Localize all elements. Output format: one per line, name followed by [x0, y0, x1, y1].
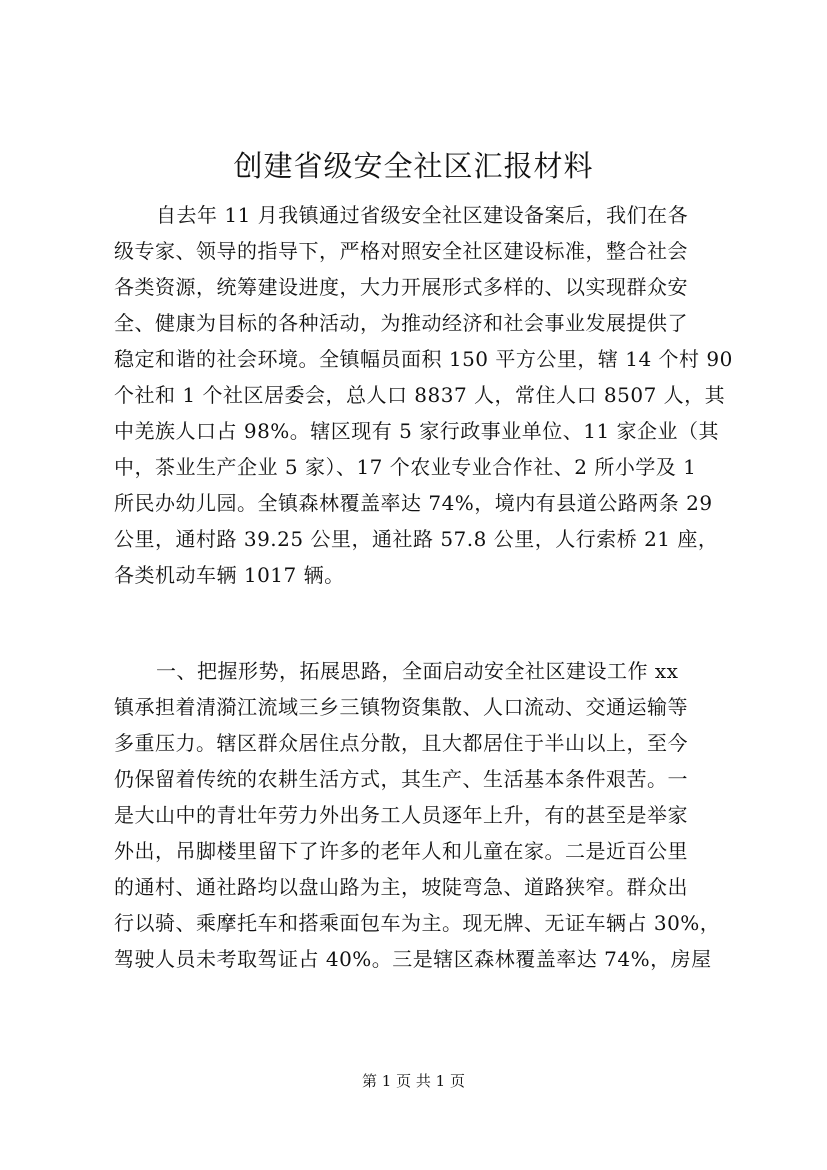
- text-line: 多重压力。辖区群众居住点分散，且大都居住于半山以上，至今: [114, 731, 688, 755]
- text-line: 公里，通村路 39.25 公里，通社路 57.8 公里，人行索桥 21 座，: [114, 527, 719, 551]
- text-line: 级专家、领导的指导下，严格对照安全社区建设标准，整合社会: [114, 239, 688, 263]
- text-line: 驾驶人员未考取驾证占 40%。三是辖区森林覆盖率达 74%，房屋: [114, 947, 712, 971]
- text-line: 中羌族人口占 98%。辖区现有 5 家行政事业单位、11 家企业（其: [114, 419, 720, 443]
- text-line: 一、把握形势，拓展思路，全面启动安全社区建设工作 xx: [156, 659, 679, 683]
- text-line: 所民办幼儿园。全镇森林覆盖率达 74%，境内有县道公路两条 29: [114, 491, 713, 515]
- text-line: 镇承担着清漪江流域三乡三镇物资集散、人口流动、交通运输等: [114, 695, 688, 719]
- text-line: 外出，吊脚楼里留下了许多的老年人和儿童在家。二是近百公里: [114, 839, 688, 863]
- text-line: 是大山中的青壮年劳力外出务工人员逐年上升，有的甚至是举家: [114, 803, 688, 827]
- paragraph-section-one: [114, 653, 721, 977]
- paragraph-intro: [114, 197, 733, 593]
- text-line: 仍保留着传统的农耕生活方式，其生产、生活基本条件艰苦。一: [114, 767, 688, 791]
- text-line: 自去年 11 月我镇通过省级安全社区建设备案后，我们在各: [156, 203, 689, 227]
- text-line: 全、健康为目标的各种活动，为推动经济和社会事业发展提供了: [114, 311, 688, 335]
- page-footer: 第 1 页 共 1 页: [362, 1072, 465, 1090]
- text-line: 个社和 1 个社区居委会，总人口 8837 人，常住人口 8507 人，其: [114, 383, 726, 407]
- text-line: 的通村、通社路均以盘山路为主，坡陡弯急、道路狭窄。群众出: [114, 875, 688, 899]
- text-line: 各类资源，统筹建设进度，大力开展形式多样的、以实现群众安: [114, 275, 688, 299]
- text-line: 中，茶业生产企业 5 家）、17 个农业专业合作社、2 所小学及 1: [114, 455, 697, 479]
- text-line: 稳定和谐的社会环境。全镇幅员面积 150 平方公里，辖 14 个村 90: [114, 347, 733, 371]
- text-line: 行以骑、乘摩托车和搭乘面包车为主。现无牌、无证车辆占 30%，: [114, 911, 721, 935]
- text-line: 各类机动车辆 1017 辆。: [114, 563, 345, 587]
- document-title: 创建省级安全社区汇报材料: [233, 149, 594, 183]
